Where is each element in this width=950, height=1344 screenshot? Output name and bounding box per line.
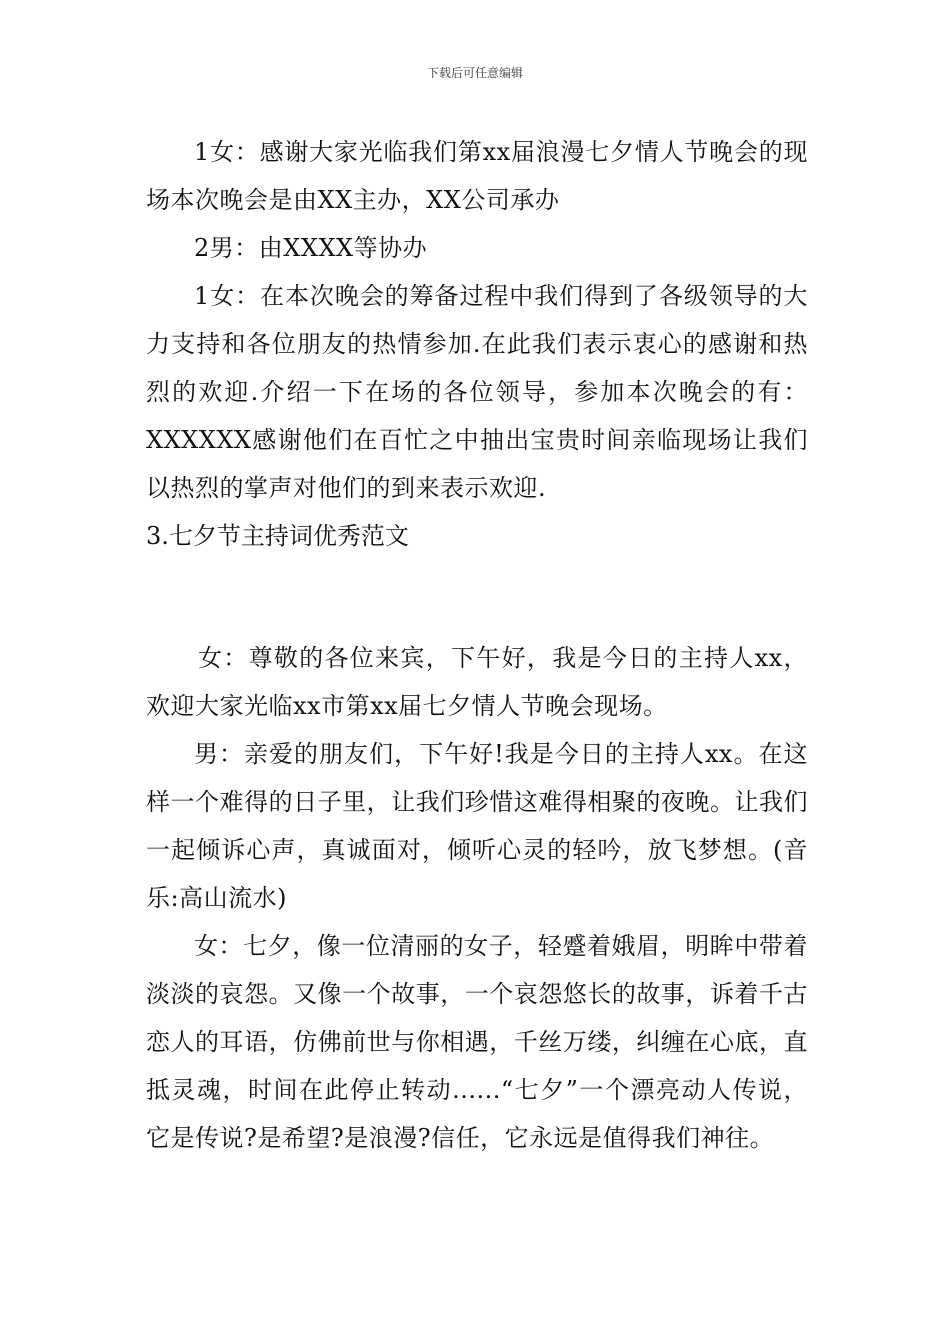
- blank-line-small: [146, 608, 808, 634]
- paragraph-6: 女：七夕，像一位清丽的女子，轻蹙着娥眉，明眸中带着淡淡的哀怨。又像一个故事，一个哀怨悠长的故事，诉着千古恋人的耳语，仿佛前世与你相遇，千丝万缕，纠缠在心底，直抵灵魂，时间在此停止转动......“七夕”一个漂亮动人传说，它是传说?是希望?是浪漫?信任，它永远是值得我们神往。: [146, 932, 808, 1152]
- paragraph-4: 女：尊敬的各位来宾，下午好，我是今日的主持人xx，欢迎大家光临xx市第xx届七夕情人节晚会现场。: [146, 644, 808, 720]
- paragraph-5: 男：亲爱的朋友们，下午好!我是今日的主持人xx。在这样一个难得的日子里，让我们珍惜这难得相聚的夜晚。让我们一起倾诉心声，真诚面对，倾听心灵的轻吟，放飞梦想。(音乐:高山流水): [146, 740, 808, 912]
- section-heading: 3.七夕节主持词优秀范文: [146, 522, 409, 550]
- blank-line: [146, 560, 808, 608]
- page-header: 下载后可任意编辑: [426, 66, 523, 80]
- paragraph-3: 1女：在本次晚会的筹备过程中我们得到了各级领导的大力支持和各位朋友的热情参加.在此我们表示衷心的感谢和热烈的欢迎.介绍一下在场的各位领导，参加本次晚会的有：XXXXXX感谢他们在百忙之中抽出宝贵时间亲临现场让我们以热烈的掌声对他们的到来表示欢迎.: [146, 282, 808, 502]
- paragraph-2: 2男：由XXXX等协办: [194, 234, 428, 262]
- paragraph-1: 1女：感谢大家光临我们第xx届浪漫七夕情人节晚会的现场本次晚会是由XX主办，XX公司承办: [146, 138, 808, 214]
- document-body: [146, 128, 808, 1162]
